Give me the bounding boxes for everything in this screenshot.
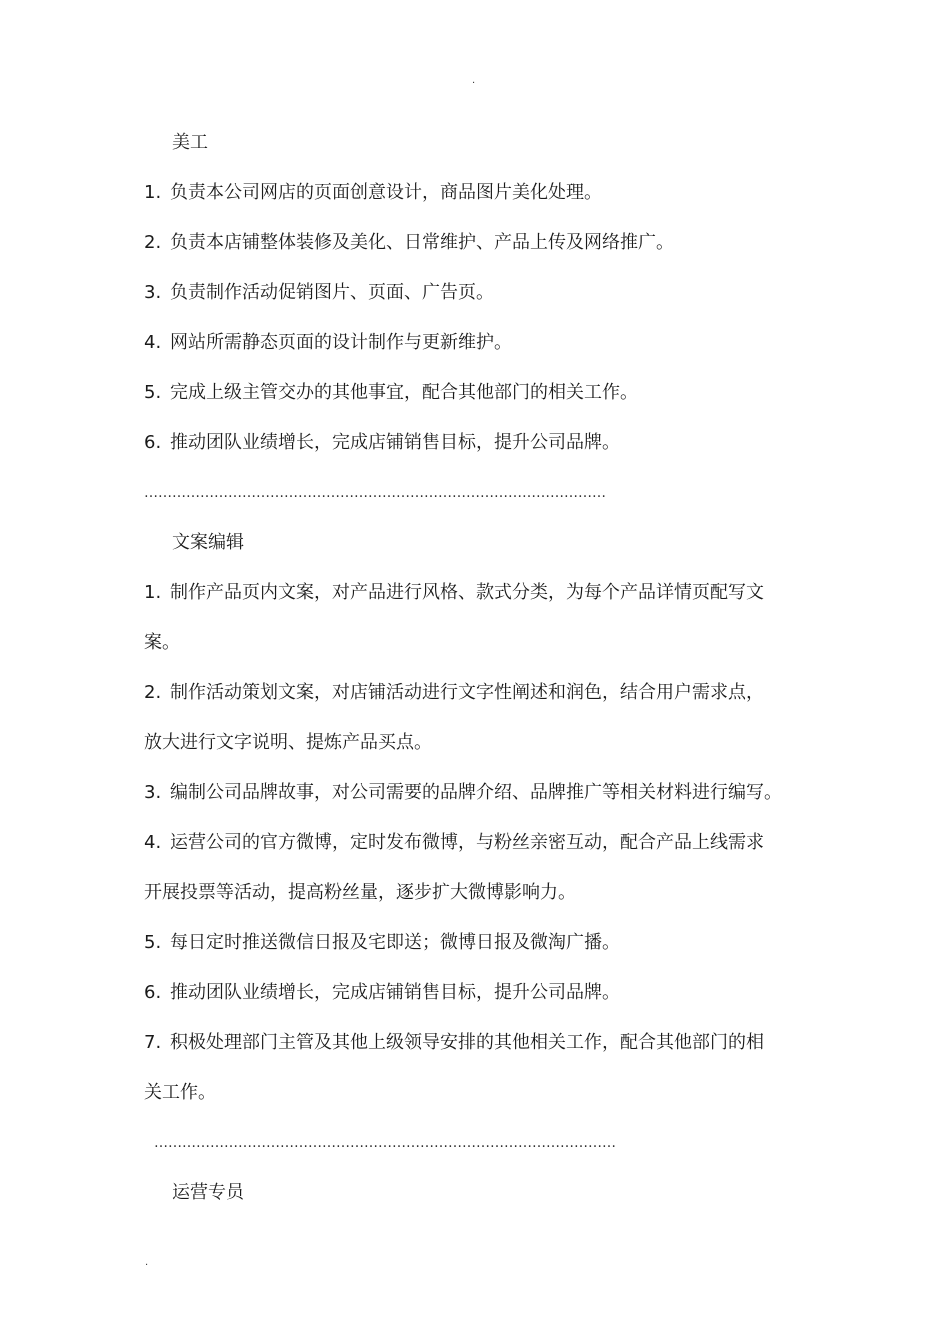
list-item-text: 每日定时推送微信日报及宅即送；微博日报及微淘广播。 [170,932,620,953]
list-item-number: 3. [144,282,162,303]
list-item-continuation: 放大进行文字说明、提炼产品买点。 [144,732,432,753]
list-item-text: 制作活动策划文案，对店铺活动进行文字性阐述和润色，结合用户需求点， [170,682,764,703]
document-body [144,118,814,1218]
list-item-number: 5. [144,932,162,953]
section-title: 运营专员 [172,1182,244,1203]
list-item [144,218,814,268]
list-item [144,668,814,768]
list-item-text: 负责制作活动促销图片、页面、广告页。 [170,282,494,303]
list-item-text: 推动团队业绩增长，完成店铺销售目标，提升公司品牌。 [170,982,620,1003]
list-item [144,268,814,318]
list-item [144,368,814,418]
list-item [144,168,814,218]
list-item [144,318,814,368]
list-item [144,968,814,1018]
list-item-number: 1. [144,182,162,203]
list-item [144,1018,814,1118]
section-title: 美工 [172,132,208,153]
list-item-continuation: 关工作。 [144,1082,216,1103]
list-item-text: 编制公司品牌故事，对公司需要的品牌介绍、品牌推广等相关材料进行编写。 [170,782,782,803]
list-item-number: 6. [144,982,162,1003]
list-item [144,568,814,668]
list-item-number: 2. [144,232,162,253]
list-item-text: 推动团队业绩增长，完成店铺销售目标，提升公司品牌。 [170,432,620,453]
list-item-number: 7. [144,1032,162,1053]
list-item [144,768,814,818]
list-item-number: 3. [144,782,162,803]
list-item-number: 6. [144,432,162,453]
list-item-continuation: 开展投票等活动，提高粉丝量，逐步扩大微博影响力。 [144,882,576,903]
list-item-text: 积极处理部门主管及其他上级领导安排的其他相关工作，配合其他部门的相 [170,1032,764,1053]
dotted-separator: ……………………………………………………………………………………… [154,1135,616,1151]
list-item-number: 1. [144,582,162,603]
list-item [144,418,814,468]
list-item-text: 网站所需静态页面的设计制作与更新维护。 [170,332,512,353]
section-title: 文案编辑 [172,532,244,553]
list-item-text: 负责本公司网店的页面创意设计，商品图片美化处理。 [170,182,602,203]
dotted-separator: ……………………………………………………………………………………… [144,485,606,501]
list-item-number: 4. [144,332,162,353]
list-item [144,818,814,918]
header-mark: . [472,75,476,86]
list-item-text: 运营公司的官方微博，定时发布微博，与粉丝亲密互动，配合产品上线需求 [170,832,764,853]
list-item-number: 2. [144,682,162,703]
list-item-text: 完成上级主管交办的其他事宜，配合其他部门的相关工作。 [170,382,638,403]
list-item [144,918,814,968]
footer-mark: . [145,1257,149,1268]
list-item-number: 4. [144,832,162,853]
list-item-continuation: 案。 [144,632,180,653]
list-item-number: 5. [144,382,162,403]
list-item-text: 制作产品页内文案，对产品进行风格、款式分类，为每个产品详情页配写文 [170,582,764,603]
list-item-text: 负责本店铺整体装修及美化、日常维护、产品上传及网络推广。 [170,232,674,253]
